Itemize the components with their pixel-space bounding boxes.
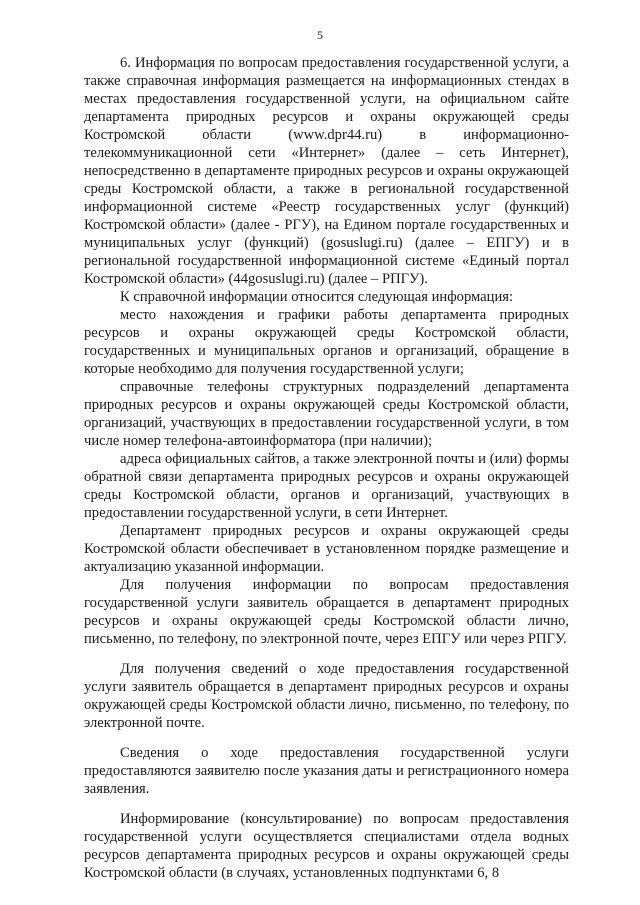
paragraph-obtaining-info: Для получения информации по вопросам предоставления государственной услуги заявитель обращается в департамент природных ресурсов и охраны окружающей среды Костромской области лично, письменно, по телефону, по электронной почте, через ЕПГУ или через РПГУ.: [84, 577, 569, 647]
page-number: 5: [317, 28, 323, 42]
document-body: [84, 54, 569, 882]
paragraph-progress-details: Сведения о ходе предоставления государственной услуги предоставляются заявителю после указания даты и регистрационного номера заявления.: [84, 745, 569, 797]
paragraph-consulting: Информирование (консультирование) по вопросам предоставления государственной услуги осуществляется специалистами отдела водных ресурсов департамента природных ресурсов и охраны окружающей среды Костромской области (в случаях, установленных подпунктами 6, 8: [84, 811, 569, 881]
paragraph-item-6: 6. Информация по вопросам предоставления государственной услуги, а также справочная информация размещается на информационных стендах в местах предоставления государственной услуги, на официальном сайте департамента природных ресурсов и охраны окружающей среды Костромской области (www.dpr44.ru) в информационно-телекоммуникационной сети «Интернет» (далее – сеть Интернет), непосредственно в департаменте природных ресурсов и охраны окружающей среды Костромской области, а также в региональной государственной информационной системе «Реестр государственных услуг (функций) Костромской области» (далее - РГУ), на Едином портале государственных и муниципальных услуг (функций) (gosuslugi.ru) (далее – ЕПГУ) и в региональной государственной информационной системе «Единый портал Костромской области» (44gosuslugi.ru) (далее – РПГУ).: [84, 55, 569, 287]
paragraph-progress-info: Для получения сведений о ходе предоставления государственной услуги заявитель обращается в департамент природных ресурсов и охраны окружающей среды Костромской области лично, письменно, по телефону, по электронной почте.: [84, 661, 569, 731]
paragraph-reference-info-intro: К справочной информации относится следующая информация:: [120, 289, 514, 305]
paragraph-websites: адреса официальных сайтов, а также электронной почты и (или) формы обратной связи департамента природных ресурсов и охраны окружающей среды Костромской области, органов и организаций, участвующих в предоставлении государственной услуги, в сети Интернет.: [84, 451, 569, 521]
paragraph-department-ensures: Департамент природных ресурсов и охраны окружающей среды Костромской области обеспечивает в установленном порядке размещение и актуализацию указанной информации.: [84, 523, 569, 575]
paragraph-phones: справочные телефоны структурных подразделений департамента природных ресурсов и охраны окружающей среды Костромской области, организаций, участвующих в предоставлении государственной услуги, в том числе номер телефона-автоинформатора (при наличии);: [84, 379, 569, 449]
paragraph-location-schedule: место нахождения и графики работы департамента природных ресурсов и охраны окружающей среды Костромской области, государственных и муниципальных органов и организаций, обращение в которые необходимо для получения государственной услуги;: [84, 307, 569, 377]
